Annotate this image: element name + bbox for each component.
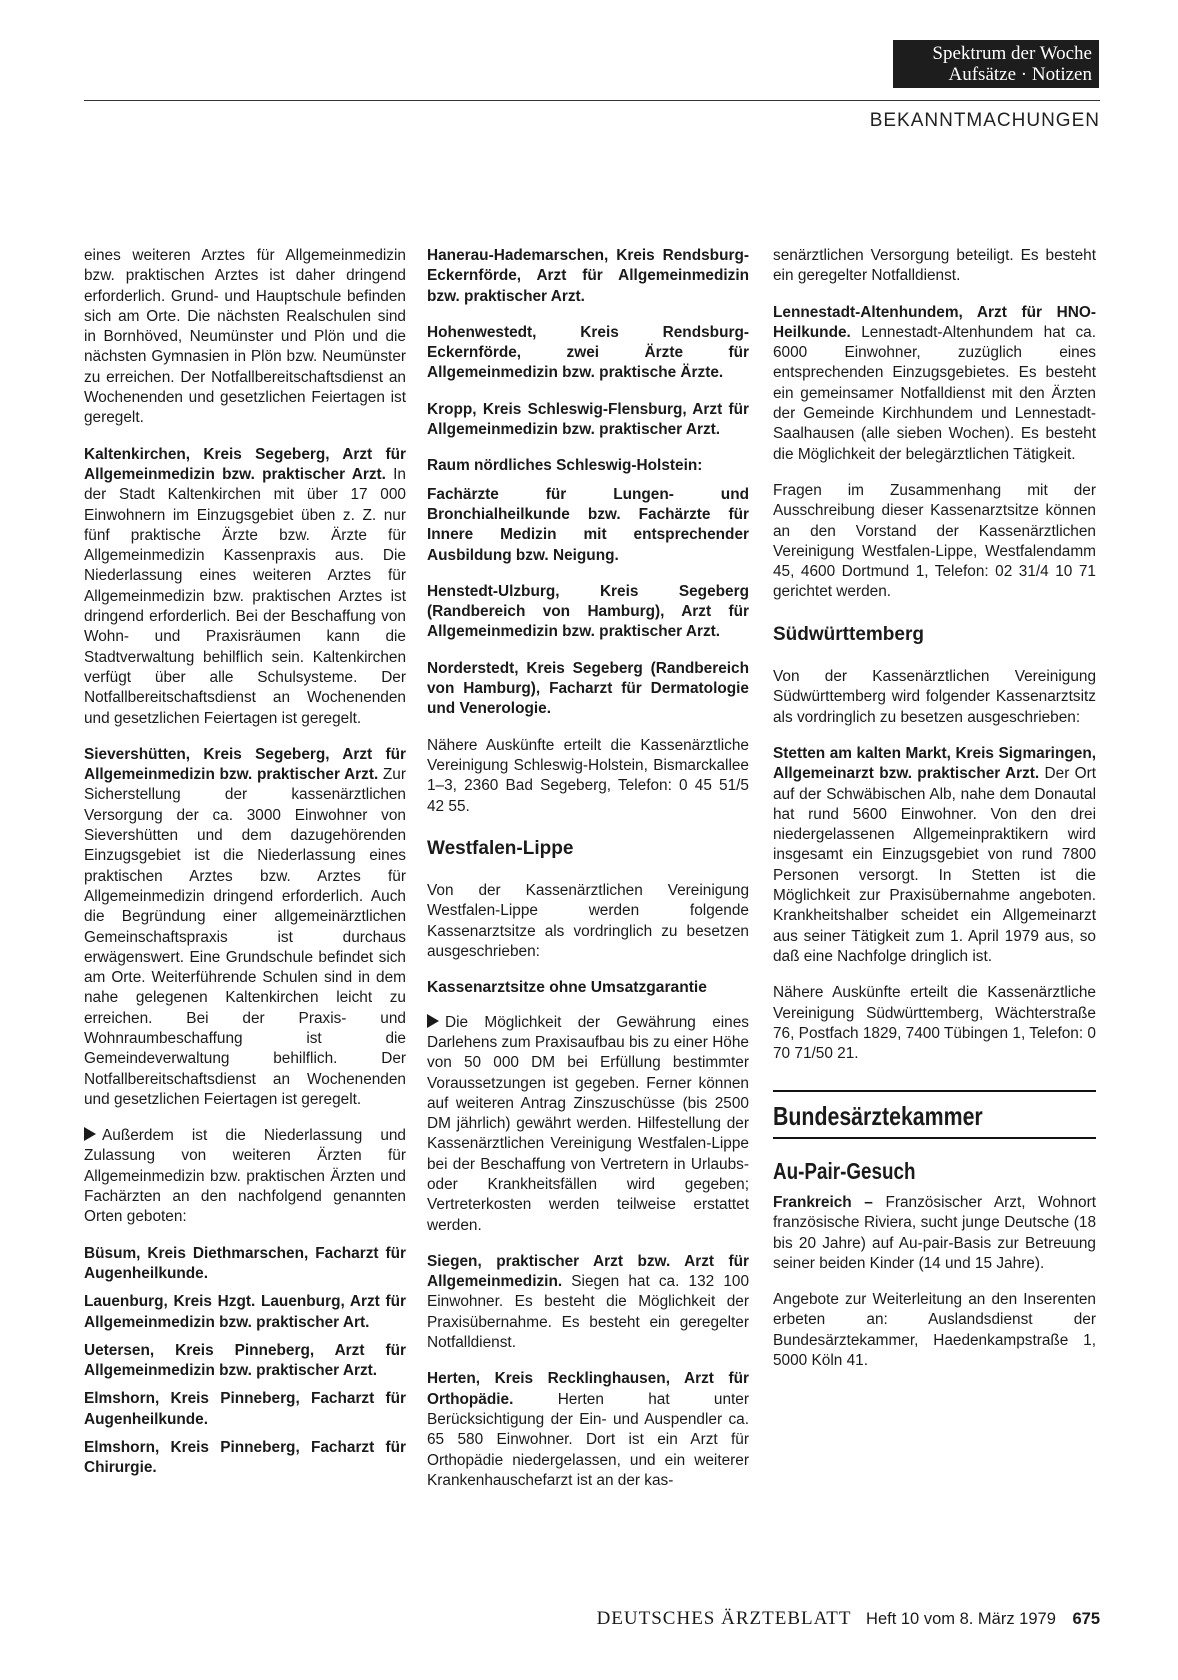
paragraph: senärztlichen Versorgung beteiligt. Es besteht ein geregelter Notfalldienst. [773,247,1096,285]
intro-paragraph: Von der Kassenärztlichen Vereinigung Südwürttemberg wird folgender Kassenarztsitz als vordringlich zu besetzen ausgeschrieben: [773,668,1096,726]
list-item: Elmshorn, Kreis Pinneberg, Facharzt für Augenheilkunde. [84,1390,406,1428]
list-item: Büsum, Kreis Diethmarschen, Facharzt für Augenheilkunde. [84,1244,406,1282]
entry-title: Stetten am kalten Markt, Kreis Sigmaringen, Allgemeinarzt bzw. praktischer Arzt. [773,744,1096,783]
entry-herten [427,1369,749,1491]
top-rule [84,100,1100,101]
entry-text: Lennestadt-Altenhundem hat ca. 6000 Einwohner, zuzüglich eines entsprechenden Einzugsgebietes. Es besteht ein gemeinsamer Notfalldienst mit den Ärzten der Gemeinde Kirchhundem und Lennestadt-Saalhausen (alle sieben Wochen). Es besteht die Möglichkeit der belegärztlichen Tätigkeit. [773,323,1096,463]
entry-frankreich [773,1193,1096,1274]
entry-siegen [427,1252,749,1353]
section-rule [773,1137,1096,1139]
triangle-bullet-icon [427,1014,439,1028]
entry-text: Siegen hat ca. 132 100 Einwohner. Es besteht die Möglichkeit der Praxisübernahme. Es besteht ein geregelter Notfalldienst. [427,1273,750,1352]
page-footer [470,1608,1100,1630]
column-2 [427,246,749,1507]
paragraph-text: Außerdem ist die Niederlassung und Zulassung von weiteren Ärzten für Allgemeinmedizin bzw. praktischen Ärzten und Fachärzten an den nachfolgend genannten Orten geboten: [84,1127,406,1226]
rubric-box [893,40,1099,88]
entry-text: Herten hat unter Berücksichtigung der Ein- und Auspendler ca. 65 580 Einwohner. Dort ist ein Arzt für Orthopädie niedergelassen, und ein weiterer Krankenhauschefarzt ist an der kas- [427,1390,749,1489]
region-heading: Westfalen-Lippe [427,837,574,859]
list-item: Lauenburg, Kreis Hzgt. Lauenburg, Arzt für Allgemeinmedizin bzw. praktischer Art. [84,1293,406,1331]
list-item: Elmshorn, Kreis Pinneberg, Facharzt für Chirurgie. [84,1439,406,1477]
entry-text: In der Stadt Kaltenkirchen mit über 17 000 Einwohnern im Einzugsgebiet üben z. Z. nur fünf praktische Ärzte bzw. Ärzte für Allgemeinmedizin Kassenpraxis aus. Die Niederlassung eines weiteren Arztes für Allgemeinmedizin bzw. praktischen Arztes ist dringend erforderlich. Bei der Beschaffung von Wohn- und Praxisräumen kann die Stadtverwaltung behilflich sein. Kaltenkirchen verfügt über alle Schulsysteme. Der Notfallbereitschaftsdienst an Wochenenden und gesetzlichen Feiertagen ist geregelt. [84,465,406,727]
section-rule [773,1090,1096,1092]
section-label: BEKANNTMACHUNGEN [869,110,1100,131]
column-3 [773,246,1096,1387]
list-item: Henstedt-Ulzburg, Kreis Segeberg (Randbereich von Hamburg), Arzt für Allgemeinmedizin bzw. praktischer Arzt. [427,582,749,641]
region-heading: Südwürttemberg [773,623,924,645]
paragraph-darlehen [427,1013,749,1236]
rubric-line-2: Aufsätze · Notizen [948,64,1092,85]
list-item: Kropp, Kreis Schleswig-Flensburg, Arzt für Allgemeinmedizin bzw. praktischer Arzt. [427,400,749,439]
issue-info: Heft 10 vom 8. März 1979 [866,1610,1056,1628]
paragraph-angebote: Angebote zur Weiterleitung an den Inserenten erbeten an: Auslandsdienst der Bundesärztekammer, Haedenkampstraße 1, 5000 Köln 41. [773,1291,1096,1370]
column-1 [84,246,406,1487]
list-item: Norderstedt, Kreis Segeberg (Randbereich von Hamburg), Facharzt für Dermatologie und Venerologie. [427,659,749,718]
entry-title: Siegen, praktischer Arzt bzw. Arzt für Allgemeinmedizin. [427,1252,749,1291]
entry-title: Herten, Kreis Recklinghausen, Arzt für Orthopädie. [427,1370,749,1408]
info-paragraph: Nähere Auskünfte erteilt die Kassenärztliche Vereinigung Südwürttemberg, Wächterstraße 76, Postfach 1829, 7400 Tübingen 1, Telefon: 0 70 71/50 21. [773,984,1096,1063]
list-item: Hohenwestedt, Kreis Rendsburg-Eckernförde, zwei Ärzte für Allgemeinmedizin bzw. praktische Ärzte. [427,323,749,382]
entry-text: Französischer Arzt, Wohnort französische Riviera, sucht junge Deutsche (18 bis 20 Jahre) auf Au-pair-Basis zur Betreuung seiner beiden Kinder (14 und 15 Jahre). [773,1193,1096,1272]
list-item: Raum nördliches Schleswig-Holstein: [427,457,703,475]
paragraph-ausserdem [84,1126,406,1227]
info-paragraph: Nähere Auskünfte erteilt die Kassenärztliche Vereinigung Schleswig-Holstein, Bismarckallee 1–3, 2360 Bad Segeberg, Telefon: 0 45 51/5 42 55. [427,736,749,815]
entry-text: Der Ort auf der Schwäbischen Alb, nahe dem Donautal hat rund 5600 Einwohner. Von den drei niedergelassenen Allgemeinpraktikern wird insgesamt ein Einzugsgebiet von rund 7800 Personen versorgt. In Stetten ist die Möglichkeit zur Praxisübernahme angeboten. Krankheitshalber scheidet ein Allgemeinarzt aus seiner Tätigkeit zum 1. April 1979 aus, so daß eine Nachfolge dringlich ist. [773,765,1096,965]
entry-title: Lennestadt-Altenhundem, Arzt für HNO-Heilkunde. [773,303,1096,341]
entry-lennestadt [773,303,1096,465]
paragraph-fragen: Fragen im Zusammenhang mit der Ausschreibung dieser Kassenarztsitze können an den Vorstand der Kassenärztlichen Vereinigung Westfalen-Lippe, Westfalendamm 45, 4600 Dortmund 1, Telefon: 02 31/4 10 71 gerichtet werden. [773,481,1096,601]
page-number: 675 [1072,1610,1100,1628]
rubric-line-1: Spektrum der Woche [932,43,1092,64]
au-pair-heading: Au-Pair-Gesuch [773,1157,916,1184]
entry-sievershuetten [84,745,406,1110]
entry-title: Sievershütten, Kreis Segeberg, Arzt für Allgemeinmedizin bzw. praktischer Arzt. [84,745,406,784]
list-item: Fachärzte für Lungen- und Bronchialheilkunde bzw. Fachärzte für Innere Medizin mit entsprechender Ausbildung bzw. Neigung. [427,485,749,564]
entry-kaltenkirchen [84,445,406,729]
entry-stetten [773,744,1096,967]
entry-text: Zur Sicherstellung der kassenärztlichen Versorgung der ca. 3000 Einwohner von Sievershütten und dem dazugehörenden Einzugsgebiet ist die Niederlassung eines praktischen Arztes bzw. Arztes für Allgemeinmedizin dringend erforderlich. Auch die Begründung einer allgemeinärztlichen Gemeinschaftspraxis ist durchaus erwägenswert. Eine Grundschule befindet sich am Orte. Weiterführende Schulen sind in dem nahe gelegenen Kaltenkirchen leicht zu erreichen. Bei der Praxis- und Wohnraumbeschaffung ist die Gemeindeverwaltung behilflich. Der Notfallbereitschaftsdienst an Wochenenden und gesetzlichen Feiertagen ist geregelt. [84,766,406,1108]
journal-name: DEUTSCHES ÄRZTEBLATT [596,1608,852,1629]
entry-title: Kaltenkirchen, Kreis Segeberg, Arzt für Allgemeinmedizin bzw. praktischer Arzt. [84,445,406,483]
paragraph: eines weiteren Arztes für Allgemeinmedizin bzw. praktischen Arztes ist daher dringend erforderlich. Grund- und Hauptschule befinden sich am Orte. Die nächsten Realschulen sind in Bornhöved, Neumünster und Plön und die nächsten Gymnasien in Plön bzw. Neumünster zu erreichen. Der Notfallbereitschaftsdienst an Wochenenden und gesetzlichen Feiertagen ist geregelt. [84,247,406,427]
list-item: Uetersen, Kreis Pinneberg, Arzt für Allgemeinmedizin bzw. praktischer Arzt. [84,1341,406,1380]
list-item: Hanerau-Hademarschen, Kreis Rendsburg-Eckernförde, Arzt für Allgemeinmedizin bzw. praktischer Arzt. [427,247,749,305]
entry-title: Frankreich – [773,1193,873,1211]
bundesaerztekammer-heading: Bundesärztekammer [773,1101,983,1132]
paragraph-text: Die Möglichkeit der Gewährung eines Darlehens zum Praxisaufbau bis zu einer Höhe von 50 000 DM bei Erfüllung bestimmter Voraussetzungen ist gegeben. Ferner können auf weiteren Antrag Zinszuschüsse (bis 2500 DM jährlich) gewährt werden. Hilfestellung der Kassenärztlichen Vereinigung Westfalen-Lippe bei der Beschaffung von Vertretern in Urlaubs- oder Krankheitsfällen wird gegeben; Vertreterkosten werden teilweise erstattet werden. [427,1013,749,1234]
triangle-bullet-icon [84,1127,96,1141]
sub-heading: Kassenarztsitze ohne Umsatzgarantie [427,979,707,997]
intro-paragraph: Von der Kassenärztlichen Vereinigung Westfalen-Lippe werden folgende Kassenarztsitze als vordringlich zu besetzen ausgeschrieben: [427,882,749,961]
